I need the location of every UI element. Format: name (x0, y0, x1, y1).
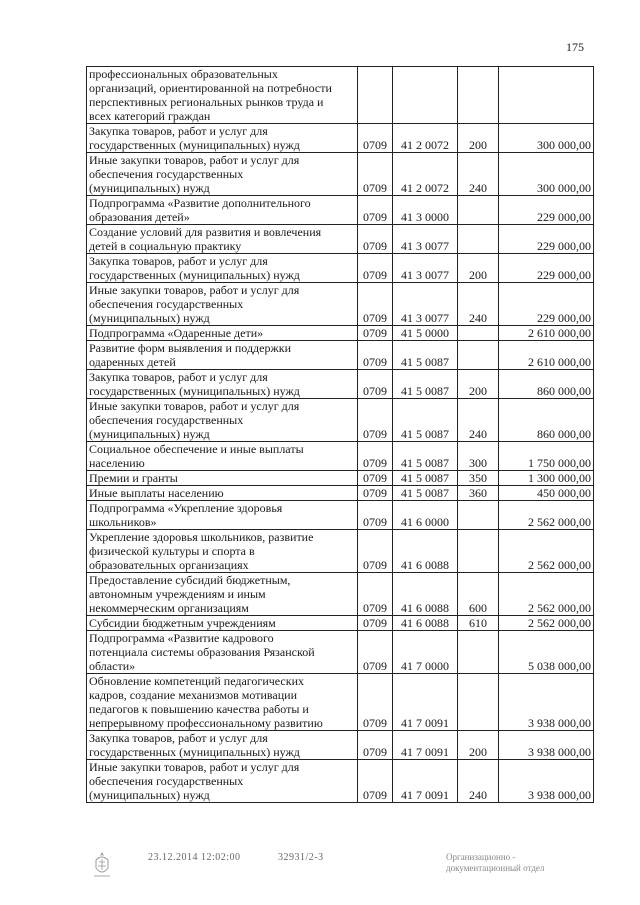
row-target-cell: 41 6 0000 (393, 501, 458, 530)
row-target-cell: 41 5 0087 (393, 486, 458, 501)
table-row (87, 573, 594, 616)
row-section-cell: 0709 (358, 731, 393, 760)
row-target-cell: 41 5 0087 (393, 341, 458, 370)
row-section-cell: 0709 (358, 225, 393, 254)
row-amount-cell: 450 000,00 (499, 486, 594, 501)
row-amount-cell: 2 562 000,00 (499, 573, 594, 616)
row-section-cell: 0709 (358, 326, 393, 341)
budget-table (86, 66, 594, 803)
row-target-cell: 41 5 0087 (393, 399, 458, 442)
table-row (87, 616, 594, 631)
row-type-cell: 240 (458, 399, 499, 442)
row-name-cell: Закупка товаров, работ и услуг для государственных (муниципальных) нужд (87, 731, 358, 760)
row-name-cell: Развитие форм выявления и поддержки одаренных детей (87, 341, 358, 370)
row-type-cell: 200 (458, 370, 499, 399)
table-row (87, 760, 594, 803)
row-target-cell: 41 7 0091 (393, 760, 458, 803)
row-amount-cell: 2 562 000,00 (499, 616, 594, 631)
row-amount-cell: 860 000,00 (499, 370, 594, 399)
table-row (87, 399, 594, 442)
row-name-cell: Иные закупки товаров, работ и услуг для обеспечения государственных (муниципальных) нужд (87, 153, 358, 196)
row-name-cell: Создание условий для развития и вовлечения детей в социальную практику (87, 225, 358, 254)
row-type-cell: 240 (458, 760, 499, 803)
row-amount-cell: 2 610 000,00 (499, 341, 594, 370)
row-section-cell: 0709 (358, 530, 393, 573)
row-type-cell (458, 326, 499, 341)
row-name-cell: Социальное обеспечение и иные выплаты населению (87, 442, 358, 471)
row-section-cell: 0709 (358, 501, 393, 530)
row-amount-cell: 2 562 000,00 (499, 501, 594, 530)
row-target-cell: 41 7 0091 (393, 731, 458, 760)
row-type-cell: 240 (458, 283, 499, 326)
page-number: 175 (566, 40, 584, 54)
row-type-cell (458, 501, 499, 530)
row-type-cell: 360 (458, 486, 499, 501)
coat-of-arms-icon (92, 850, 112, 880)
row-type-cell (458, 225, 499, 254)
row-target-cell: 41 6 0088 (393, 573, 458, 616)
row-amount-cell: 3 938 000,00 (499, 760, 594, 803)
row-name-cell: Иные выплаты населению (87, 486, 358, 501)
budget-table-body (87, 67, 594, 803)
row-amount-cell: 5 038 000,00 (499, 631, 594, 674)
row-type-cell (458, 674, 499, 731)
row-type-cell: 200 (458, 124, 499, 153)
row-target-cell: 41 5 0087 (393, 370, 458, 399)
row-name-cell: Подпрограмма «Одаренные дети» (87, 326, 358, 341)
row-type-cell: 610 (458, 616, 499, 631)
row-type-cell: 200 (458, 731, 499, 760)
row-amount-cell: 300 000,00 (499, 153, 594, 196)
row-amount-cell: 1 300 000,00 (499, 471, 594, 486)
table-row (87, 124, 594, 153)
row-type-cell (458, 530, 499, 573)
row-amount-cell: 2 562 000,00 (499, 530, 594, 573)
row-name-cell: Подпрограмма «Развитие дополнительного образования детей» (87, 196, 358, 225)
row-amount-cell (499, 67, 594, 124)
row-type-cell: 300 (458, 442, 499, 471)
row-amount-cell: 229 000,00 (499, 283, 594, 326)
table-row (87, 442, 594, 471)
row-name-cell: Обновление компетенций педагогических кадров, создание механизмов мотивации педагогов к повышению качества работы и непрерывному профессиональному развитию (87, 674, 358, 731)
row-name-cell: Премии и гранты (87, 471, 358, 486)
row-amount-cell: 229 000,00 (499, 254, 594, 283)
row-target-cell (393, 67, 458, 124)
row-amount-cell: 860 000,00 (499, 399, 594, 442)
row-name-cell: Иные закупки товаров, работ и услуг для обеспечения государственных (муниципальных) нужд (87, 283, 358, 326)
row-name-cell: профессиональных образовательных организаций, ориентированной на потребности перспективных региональных рынков труда и всех категорий граждан (87, 67, 358, 124)
row-target-cell: 41 5 0087 (393, 442, 458, 471)
table-row (87, 254, 594, 283)
row-section-cell: 0709 (358, 573, 393, 616)
row-target-cell: 41 3 0077 (393, 254, 458, 283)
footer-datetime: 23.12.2014 12:02:00 (148, 852, 241, 863)
row-target-cell: 41 7 0091 (393, 674, 458, 731)
row-section-cell: 0709 (358, 254, 393, 283)
row-section-cell: 0709 (358, 370, 393, 399)
table-row (87, 731, 594, 760)
row-section-cell: 0709 (358, 341, 393, 370)
row-type-cell (458, 67, 499, 124)
row-target-cell: 41 6 0088 (393, 616, 458, 631)
row-section-cell: 0709 (358, 124, 393, 153)
table-row (87, 530, 594, 573)
table-row (87, 341, 594, 370)
row-amount-cell: 300 000,00 (499, 124, 594, 153)
row-name-cell: Закупка товаров, работ и услуг для государственных (муниципальных) нужд (87, 254, 358, 283)
row-target-cell: 41 3 0000 (393, 196, 458, 225)
row-target-cell: 41 2 0072 (393, 153, 458, 196)
row-name-cell: Иные закупки товаров, работ и услуг для обеспечения государственных (муниципальных) нужд (87, 399, 358, 442)
row-type-cell: 350 (458, 471, 499, 486)
row-section-cell: 0709 (358, 442, 393, 471)
row-type-cell: 240 (458, 153, 499, 196)
row-target-cell: 41 3 0077 (393, 225, 458, 254)
row-name-cell: Закупка товаров, работ и услуг для государственных (муниципальных) нужд (87, 370, 358, 399)
row-target-cell: 41 5 0000 (393, 326, 458, 341)
row-section-cell: 0709 (358, 631, 393, 674)
row-name-cell: Субсидии бюджетным учреждениям (87, 616, 358, 631)
table-row (87, 196, 594, 225)
row-name-cell: Подпрограмма «Укрепление здоровья школьников» (87, 501, 358, 530)
table-row (87, 471, 594, 486)
row-target-cell: 41 5 0087 (393, 471, 458, 486)
row-amount-cell: 229 000,00 (499, 225, 594, 254)
row-amount-cell: 2 610 000,00 (499, 326, 594, 341)
row-amount-cell: 3 938 000,00 (499, 674, 594, 731)
stamp-line-1: Организационно - (446, 852, 516, 862)
row-amount-cell: 1 750 000,00 (499, 442, 594, 471)
row-type-cell: 600 (458, 573, 499, 616)
row-name-cell: Предоставление субсидий бюджетным, автономным учреждениям и иным некоммерческим организациям (87, 573, 358, 616)
row-section-cell: 0709 (358, 616, 393, 631)
row-name-cell: Закупка товаров, работ и услуг для государственных (муниципальных) нужд (87, 124, 358, 153)
row-name-cell: Укрепление здоровья школьников, развитие физической культуры и спорта в образовательных организациях (87, 530, 358, 573)
row-type-cell (458, 196, 499, 225)
row-target-cell: 41 7 0000 (393, 631, 458, 674)
table-row (87, 225, 594, 254)
row-type-cell: 200 (458, 254, 499, 283)
footer-doc-number: 32931/2-3 (278, 852, 324, 863)
row-section-cell: 0709 (358, 196, 393, 225)
row-amount-cell: 229 000,00 (499, 196, 594, 225)
row-section-cell: 0709 (358, 283, 393, 326)
footer-stamp (446, 852, 544, 874)
table-row (87, 283, 594, 326)
row-name-cell: Иные закупки товаров, работ и услуг для обеспечения государственных (муниципальных) нужд (87, 760, 358, 803)
table-row (87, 67, 594, 124)
row-section-cell: 0709 (358, 760, 393, 803)
row-target-cell: 41 2 0072 (393, 124, 458, 153)
row-type-cell (458, 631, 499, 674)
row-target-cell: 41 6 0088 (393, 530, 458, 573)
row-amount-cell: 3 938 000,00 (499, 731, 594, 760)
row-section-cell: 0709 (358, 471, 393, 486)
table-row (87, 486, 594, 501)
row-section-cell (358, 67, 393, 124)
table-row (87, 153, 594, 196)
row-target-cell: 41 3 0077 (393, 283, 458, 326)
table-row (87, 674, 594, 731)
row-section-cell: 0709 (358, 674, 393, 731)
table-row (87, 631, 594, 674)
row-section-cell: 0709 (358, 399, 393, 442)
row-section-cell: 0709 (358, 153, 393, 196)
row-type-cell (458, 341, 499, 370)
table-row (87, 370, 594, 399)
row-section-cell: 0709 (358, 486, 393, 501)
table-row (87, 326, 594, 341)
row-name-cell: Подпрограмма «Развитие кадрового потенциала системы образования Рязанской области» (87, 631, 358, 674)
table-row (87, 501, 594, 530)
stamp-line-2: документационный отдел (446, 863, 545, 873)
